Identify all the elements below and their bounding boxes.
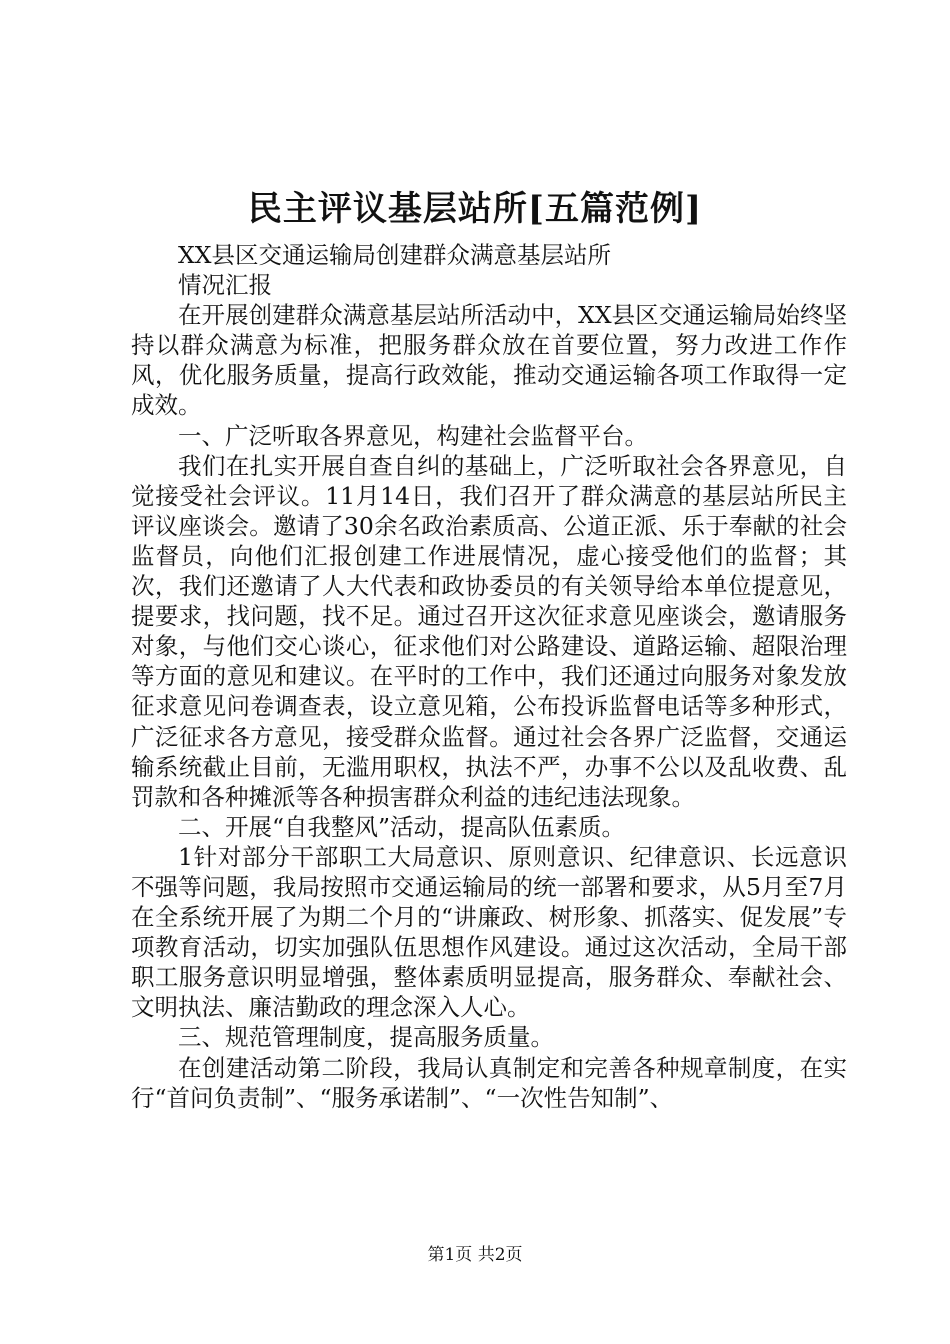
section-heading-2: 二、开展“自我整风”活动，提高队伍素质。 xyxy=(178,812,626,841)
document-body xyxy=(131,240,847,1113)
paragraph-section-1: 我们在扎实开展自查自纠的基础上，广泛听取社会各界意见，自觉接受社会评议。11月14日，我们召开了群众满意的基层站所民主评议座谈会。邀请了30余名政治素质高、公道正派、乐于奉献的社会监督员，向他们汇报创建工作进展情况，虚心接受他们的监督；其次，我们还邀请了人大代表和政协委员的有关领导给本单位提意见，提要求，找问题，找不足。通过召开这次征求意见座谈会，邀请服务对象，与他们交心谈心，征求他们对公路建设、道路运输、超限治理等方面的意见和建议。在平时的工作中，我们还通过向服务对象发放征求意见问卷调查表，设立意见箱，公布投诉监督电话等多种形式，广泛征求各方意见，接受群众监督。通过社会各界广泛监督，交通运输系统截止目前，无滥用职权，执法不严，办事不公以及乱收费、乱罚款和各种摊派等各种损害群众利益的违纪违法现象。 xyxy=(131,451,847,811)
paragraph-intro: 在开展创建群众满意基层站所活动中，XX县区交通运输局始终坚持以群众满意为标准，把服务群众放在首要位置，努力改进工作作风，优化服务质量，提高行政效能，推动交通运输各项工作取得一定成效。 xyxy=(131,301,847,420)
paragraph-subtitle-1: XX县区交通运输局创建群众满意基层站所 xyxy=(178,241,611,269)
page-footer: 第1页 共2页 xyxy=(427,1245,523,1265)
paragraph-subtitle-2: 情况汇报 xyxy=(178,271,272,300)
section-heading-1: 一、广泛听取各界意见，构建社会监督平台。 xyxy=(178,421,648,450)
document-title: 民主评议基层站所[五篇范例] xyxy=(247,189,703,229)
paragraph-section-2: 1针对部分干部职工大局意识、原则意识、纪律意识、长远意识不强等问题，我局按照市交通运输局的统一部署和要求，从5月至7月在全系统开展了为期二个月的“讲廉政、树形象、抓落实、促发展”专项教育活动，切实加强队伍思想作风建设。通过这次活动，全局干部职工服务意识明显增强，整体素质明显提高，服务群众、奉献社会、文明执法、廉洁勤政的理念深入人心。 xyxy=(131,842,847,1022)
paragraph-section-3: 在创建活动第二阶段，我局认真制定和完善各种规章制度，在实行“首问负责制”、“服务承诺制”、“一次性告知制”、 xyxy=(131,1053,847,1112)
section-heading-3: 三、规范管理制度，提高服务质量。 xyxy=(178,1023,554,1052)
